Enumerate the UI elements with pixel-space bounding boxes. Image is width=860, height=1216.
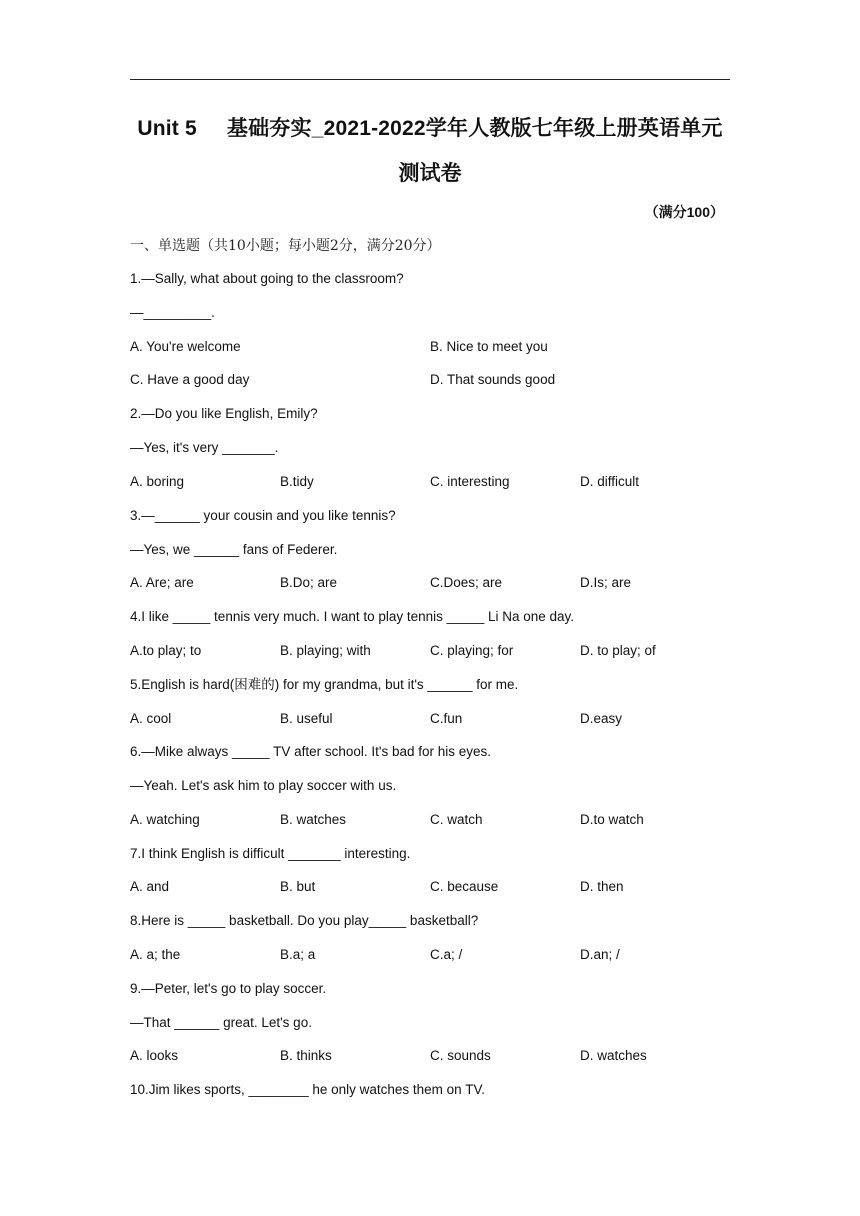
question-7-stem: 7.I think English is difficult _______ interesting.	[130, 846, 411, 861]
question-6-answer-line: —Yeah. Let's ask him to play soccer with us.	[130, 778, 397, 793]
question-6-option-b[interactable]: B. watches	[280, 812, 347, 827]
question-8-option-a[interactable]: A. a; the	[130, 947, 181, 962]
section-heading: 一、单选题（共10小题；每小题2分，满分20分）	[130, 238, 441, 254]
question-4-option-b[interactable]: B. playing; with	[280, 643, 371, 658]
question-1-option-b[interactable]: B. Nice to meet you	[430, 339, 548, 354]
question-10-stem: 10.Jim likes sports, ________ he only watches them on TV.	[130, 1082, 485, 1097]
question-2-stem: 2.—Do you like English, Emily?	[130, 406, 318, 421]
question-7-option-a[interactable]: A. and	[130, 879, 170, 894]
question-3-option-d[interactable]: D.Is; are	[580, 575, 632, 590]
question-8-stem: 8.Here is _____ basketball. Do you play_____ basketball?	[130, 913, 479, 928]
question-7-option-b[interactable]: B. but	[280, 879, 316, 894]
question-4-stem: 4.I like _____ tennis very much. I want to play tennis _____ Li Na one day.	[130, 609, 575, 624]
question-5-option-c[interactable]: C.fun	[430, 711, 463, 726]
question-6-stem: 6.—Mike always _____ TV after school. It's bad for his eyes.	[130, 744, 491, 759]
question-6-option-c[interactable]: C. watch	[430, 812, 483, 827]
question-1-option-c[interactable]: C. Have a good day	[130, 372, 250, 387]
header-rule	[130, 79, 730, 80]
question-1-option-d[interactable]: D. That sounds good	[430, 372, 556, 387]
question-5-option-d[interactable]: D.easy	[580, 711, 623, 726]
question-8-option-b[interactable]: B.a; a	[280, 947, 316, 962]
question-8-option-d[interactable]: D.an; /	[580, 947, 620, 962]
question-5-option-b[interactable]: B. useful	[280, 711, 333, 726]
title-main: 基础夯实_2021-2022学年人教版七年级上册英语单元	[226, 117, 723, 140]
question-9-option-c[interactable]: C. sounds	[430, 1048, 491, 1063]
question-9-stem: 9.—Peter, let's go to play soccer.	[130, 981, 327, 996]
question-9-option-a[interactable]: A. looks	[130, 1048, 179, 1063]
question-1-option-a[interactable]: A. You're welcome	[130, 339, 241, 354]
question-2-option-c[interactable]: C. interesting	[430, 474, 510, 489]
question-3-stem: 3.—______ your cousin and you like tennis?	[130, 508, 396, 523]
question-2-option-b[interactable]: B.tidy	[280, 474, 314, 489]
question-2-option-a[interactable]: A. boring	[130, 474, 185, 489]
question-8-option-c[interactable]: C.a; /	[430, 947, 463, 962]
question-4-option-d[interactable]: D. to play; of	[580, 643, 656, 658]
document-title	[130, 112, 730, 142]
question-6-option-d[interactable]: D.to watch	[580, 812, 644, 827]
question-2-answer-line: —Yes, it's very _______.	[130, 440, 279, 455]
question-5-stem: 5.English is hard(困难的) for my grandma, but it's ______ for me.	[130, 677, 519, 692]
question-6-option-a[interactable]: A. watching	[130, 812, 200, 827]
question-1-stem: 1.—Sally, what about going to the classroom?	[130, 271, 404, 286]
question-3-option-c[interactable]: C.Does; are	[430, 575, 503, 590]
question-9-option-d[interactable]: D. watches	[580, 1048, 647, 1063]
question-9-answer-line: —That ______ great. Let's go.	[130, 1015, 312, 1030]
question-4-option-c[interactable]: C. playing; for	[430, 643, 514, 658]
question-3-option-b[interactable]: B.Do; are	[280, 575, 338, 590]
question-7-option-c[interactable]: C. because	[430, 879, 499, 894]
title-unit: Unit 5	[137, 117, 197, 140]
question-3-answer-line: —Yes, we ______ fans of Federer.	[130, 542, 338, 557]
question-9-option-b[interactable]: B. thinks	[280, 1048, 332, 1063]
question-5-option-a[interactable]: A. cool	[130, 711, 172, 726]
full-score-note: （满分100）	[644, 204, 724, 220]
question-2-option-d[interactable]: D. difficult	[580, 474, 640, 489]
question-4-option-a[interactable]: A.to play; to	[130, 643, 202, 658]
question-7-option-d[interactable]: D. then	[580, 879, 624, 894]
document-title-continued: 测试卷	[398, 162, 462, 185]
question-3-option-a[interactable]: A. Are; are	[130, 575, 194, 590]
question-1-answer-line: —_________.	[130, 305, 215, 320]
